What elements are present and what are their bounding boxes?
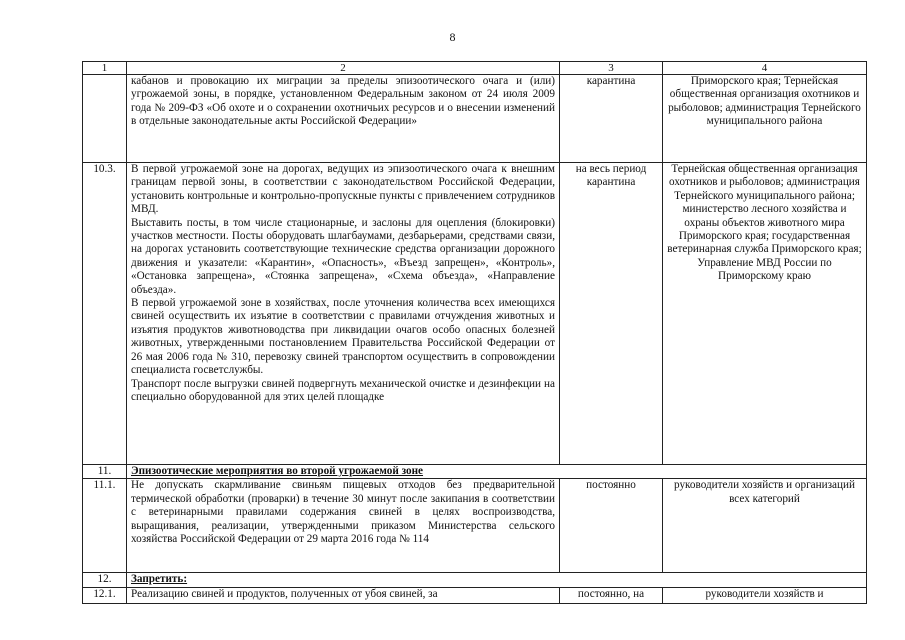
page-number: 8 [449,30,456,44]
measures-table [82,61,867,604]
section-title: Запретить: [127,573,867,587]
table-row [83,479,867,573]
responsible-parties: руководители хозяйств и организаций всех категорий [663,479,867,573]
paragraph: Выставить посты, в том числе стационарные, и заслоны для оцепления (блокировки) участков местности. Посты оборудовать шлагбаумами, дезбарьерами, средствами связи, на дорогах установить соответствующие технические средства организации дорожного движения и указатели: «Карантин», «Опасность», «Въезд запрещен», «Контроль», «Остановка запрещена», «Стоянка запрещена», «Схема объезда», «Направление объезда». [131,216,555,296]
table-row [83,587,867,603]
measure-description [127,479,560,573]
table-header-row [83,62,867,75]
paragraph: В первой угрожаемой зоне на дорогах, ведущих из эпизоотического очага к внешним границам первой зоны, в соответствии с законодательством Российской Федерации, установить контрольные и контрольно-пропускные пункты с привлечением сотрудников МВД. [131,163,555,216]
paragraph: Не допускать скармливание свиньям пищевых отходов без предварительной термической обработки (проварки) в течение 30 минут после закипания в соответствии с ветеринарными правилами содержания свиней в целях воспроизводства, выращивания, реализации, утвержденными приказом Министерства сельского хозяйства Российской Федерации от 29 марта 2016 года № 114 [131,479,555,546]
paragraph: Транспорт после выгрузки свиней подвергнуть механической очистке и дезинфекции на специально оборудованной для этих целей площадке [131,377,555,403]
measure-term: карантина [560,75,663,163]
column-header: 2 [127,62,560,75]
row-number: 12.1. [83,587,127,603]
table-row [83,75,867,163]
column-header: 3 [560,62,663,75]
measure-description [127,587,560,603]
paragraph: В первой угрожаемой зоне в хозяйствах, после уточнения количества всех имеющихся свиней осуществить их изъятие в соответствии с правилами отчуждения животных и изъятия продуктов животноводства при ликвидации очагов особо опасных болезней животных, утвержденными постановлением Правительства Российской Федерации от 26 мая 2006 года № 310, перевозку свиней транспортом осуществить в сопровождении специалиста госветслужбы. [131,297,555,377]
measure-term: на весь период карантина [560,163,663,465]
row-number: 12. [83,573,127,587]
measure-description [127,75,560,163]
row-number [83,75,127,163]
paragraph: Реализацию свиней и продуктов, полученных от убоя свиней, за [131,587,438,600]
column-header: 1 [83,62,127,75]
paragraph: кабанов и провокацию их миграции за пределы эпизоотического очага и (или) угрожаемой зоны, в порядке, установленном Федеральным законом от 24 июля 2009 года № 209-ФЗ «Об охоте и о сохранении охотничьих ресурсов и о внесении изменений в отдельные законодательные акты Российской Федерации» [131,75,555,128]
responsible-parties: руководители хозяйств и [663,587,867,603]
row-number: 11. [83,465,127,479]
table-row [83,163,867,465]
column-header: 4 [663,62,867,75]
measure-term: постоянно [560,479,663,573]
section-row [83,573,867,587]
measure-term: постоянно, на [560,587,663,603]
row-number: 11.1. [83,479,127,573]
responsible-parties: Приморского края; Тернейская общественная организация охотников и рыболовов; администрация Тернейского муниципального района [663,75,867,163]
section-title: Эпизоотические мероприятия во второй угрожаемой зоне [127,465,867,479]
section-row [83,465,867,479]
responsible-parties: Тернейская общественная организация охотников и рыболовов; администрация Тернейского муниципального района; министерство лесного хозяйства и охраны объектов животного мира Приморского края; государственная ветеринарная служба Приморского края; Управление МВД России по Приморскому краю [663,163,867,465]
measure-description [127,163,560,465]
row-number: 10.3. [83,163,127,465]
